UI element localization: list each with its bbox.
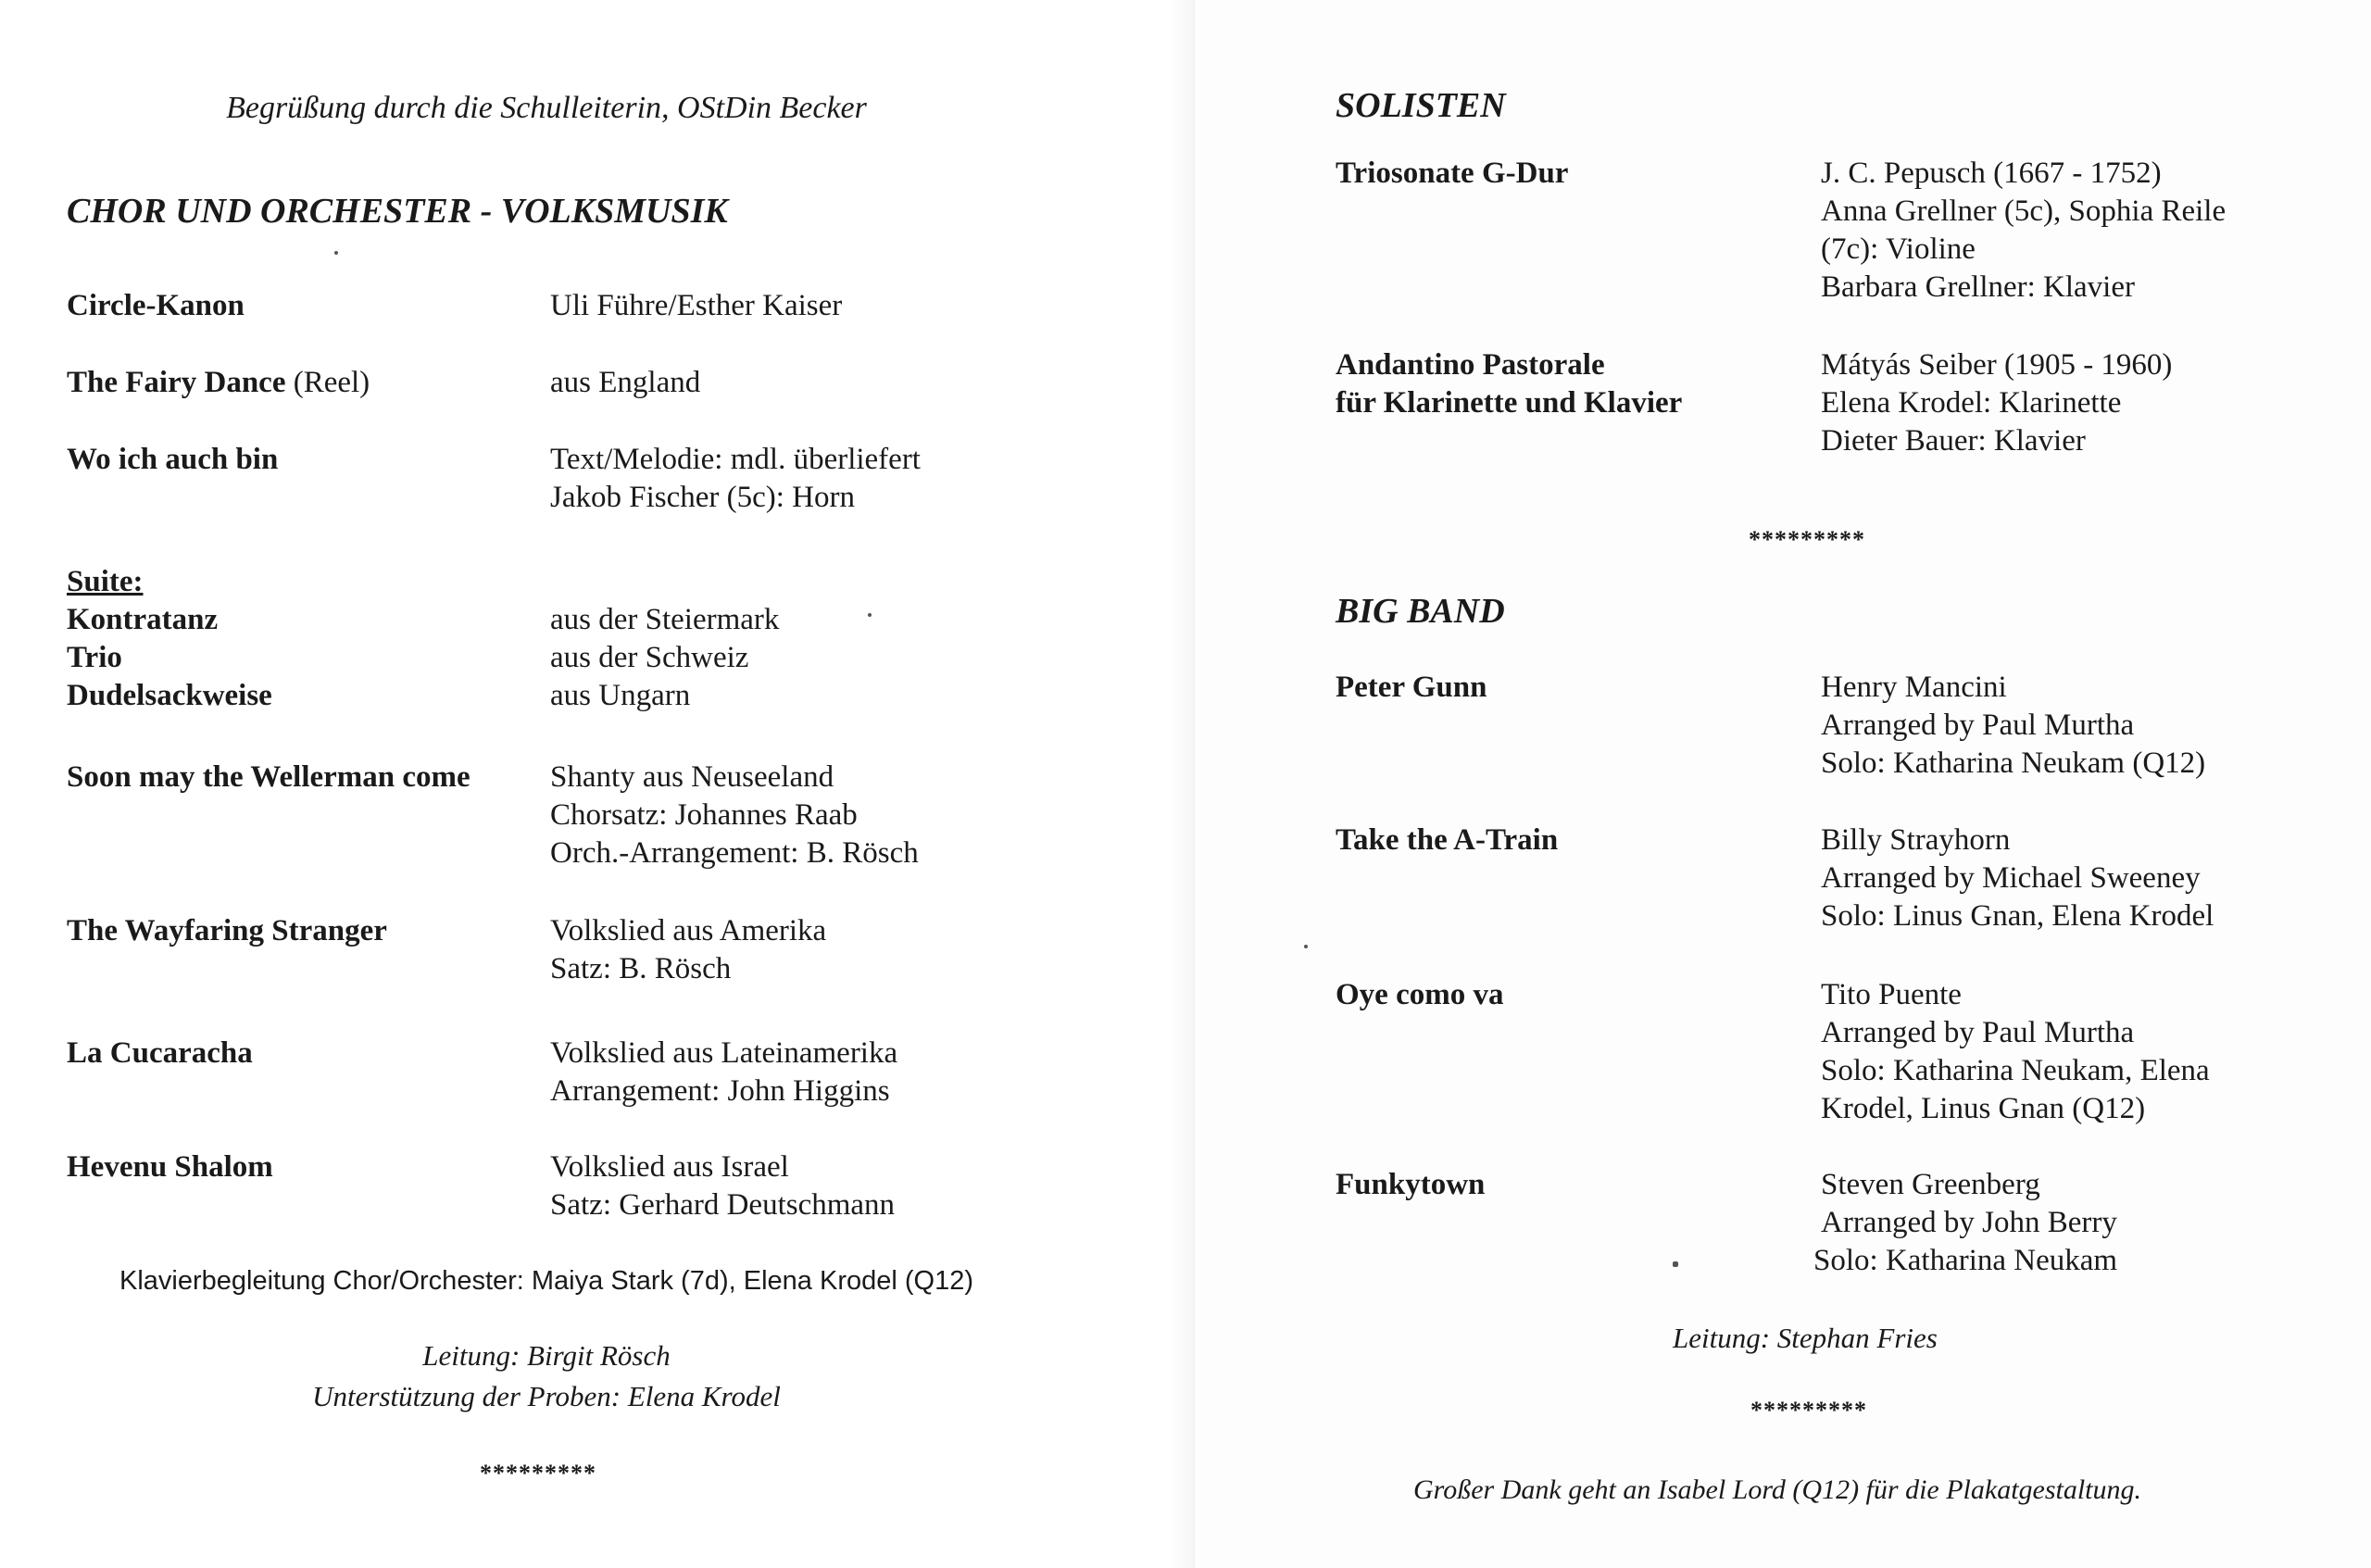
piece-title: Circle-Kanon: [67, 289, 245, 322]
suite-heading: Suite:: [67, 565, 144, 598]
piece-detail: Arranged by Paul Murtha: [1821, 1016, 2135, 1049]
separator-stars: *********: [480, 1460, 596, 1486]
piece-detail: Arranged by Michael Sweeney: [1821, 861, 2201, 895]
piece-detail: Orch.-Arrangement: B. Rösch: [550, 836, 919, 870]
piece-detail: Volkslied aus Amerika: [550, 914, 827, 947]
suite-part-origin: aus Ungarn: [550, 679, 691, 712]
piece-detail: Krodel, Linus Gnan (Q12): [1821, 1092, 2146, 1125]
piece-title-line2: für Klarinette und Klavier: [1336, 386, 1683, 420]
piece-title: Andantino Pastorale: [1336, 348, 1605, 382]
suite-part-title: Dudelsackweise: [67, 679, 272, 712]
piece-detail: Volkslied aus Israel: [550, 1150, 789, 1184]
piece-title: [67, 363, 370, 402]
piece-detail: Arranged by Paul Murtha: [1821, 709, 2135, 742]
piece-detail: Jakob Fischer (5c): Horn: [550, 481, 856, 514]
piece-detail: Solo: Katharina Neukam (Q12): [1821, 746, 2206, 780]
piece-detail: (7c): Violine: [1821, 232, 1976, 266]
section-title-choir-orchestra: CHOR UND ORCHESTER - VOLKSMUSIK: [67, 192, 728, 231]
piece-title: La Cucaracha: [67, 1036, 253, 1070]
conductor-line: Leitung: Birgit Rösch: [422, 1339, 671, 1372]
piece-title: Peter Gunn: [1336, 671, 1487, 704]
piece-detail: Chorsatz: Johannes Raab: [550, 798, 858, 832]
piece-detail: Billy Strayhorn: [1821, 823, 2011, 857]
piece-detail: Text/Melodie: mdl. überliefert: [550, 443, 921, 476]
piece-title: Triosonate G-Dur: [1336, 157, 1569, 190]
piece-title-suffix: (Reel): [285, 366, 370, 399]
speck: [1304, 945, 1308, 948]
suite-part-title: Trio: [67, 641, 122, 674]
piece-title: Hevenu Shalom: [67, 1150, 273, 1184]
piece-detail: Solo: Katharina Neukam: [1813, 1244, 2118, 1277]
piece-detail: J. C. Pepusch (1667 - 1752): [1821, 157, 2162, 190]
conductor-line: Leitung: Stephan Fries: [1673, 1322, 1938, 1354]
piece-detail: Satz: B. Rösch: [550, 952, 732, 985]
section-title-soloists: SOLISTEN: [1336, 86, 1506, 125]
piece-detail: Barbara Grellner: Klavier: [1821, 270, 2135, 304]
piece-detail: Volkslied aus Lateinamerika: [550, 1036, 898, 1070]
speck: [868, 613, 872, 617]
greeting-line: Begrüßung durch die Schulleiterin, OStDin Becker: [226, 91, 867, 125]
piece-detail: Tito Puente: [1821, 978, 1962, 1011]
speck: [334, 251, 338, 255]
piece-title: The Wayfaring Stranger: [67, 914, 387, 947]
piece-detail: Elena Krodel: Klarinette: [1821, 386, 2122, 420]
piece-title-main: The Fairy Dance: [67, 366, 286, 399]
piece-detail: Arrangement: John Higgins: [550, 1074, 890, 1108]
speck: [1673, 1261, 1678, 1267]
piece-detail: Dieter Bauer: Klavier: [1821, 424, 2086, 458]
thanks-line: Großer Dank geht an Isabel Lord (Q12) für die Plakatgestaltung.: [1413, 1474, 2142, 1505]
separator-stars: *********: [1749, 526, 1865, 553]
piece-detail: Uli Führe/Esther Kaiser: [550, 289, 843, 322]
suite-part-title: Kontratanz: [67, 603, 219, 636]
piece-title: Wo ich auch bin: [67, 443, 279, 476]
piece-detail: Steven Greenberg: [1821, 1168, 2040, 1201]
rehearsal-support-line: Unterstützung der Proben: Elena Krodel: [312, 1380, 781, 1412]
piece-detail: Satz: Gerhard Deutschmann: [550, 1188, 896, 1222]
piece-title: Oye como va: [1336, 978, 1504, 1011]
piece-detail: Anna Grellner (5c), Sophia Reile: [1821, 194, 2227, 228]
accompaniment-note: Klavierbegleitung Chor/Orchester: Maiya Stark (7d), Elena Krodel (Q12): [119, 1266, 973, 1296]
piece-title: Take the A-Train: [1336, 823, 1559, 857]
piece-detail: Mátyás Seiber (1905 - 1960): [1821, 348, 2173, 382]
piece-detail: Solo: Linus Gnan, Elena Krodel: [1821, 899, 2214, 933]
piece-detail: aus England: [550, 366, 701, 399]
suite-part-origin: aus der Schweiz: [550, 641, 749, 674]
right-page: [1195, 0, 2371, 1568]
suite-part-origin: aus der Steiermark: [550, 603, 780, 636]
piece-detail: Shanty aus Neuseeland: [550, 760, 834, 794]
piece-detail: Henry Mancini: [1821, 671, 2007, 704]
piece-title: Funkytown: [1336, 1168, 1486, 1201]
piece-detail: Arranged by John Berry: [1821, 1206, 2117, 1239]
separator-stars: *********: [1750, 1397, 1867, 1424]
piece-detail: Solo: Katharina Neukam, Elena: [1821, 1054, 2210, 1087]
piece-title: Soon may the Wellerman come: [67, 760, 470, 794]
section-title-big-band: BIG BAND: [1336, 592, 1505, 631]
